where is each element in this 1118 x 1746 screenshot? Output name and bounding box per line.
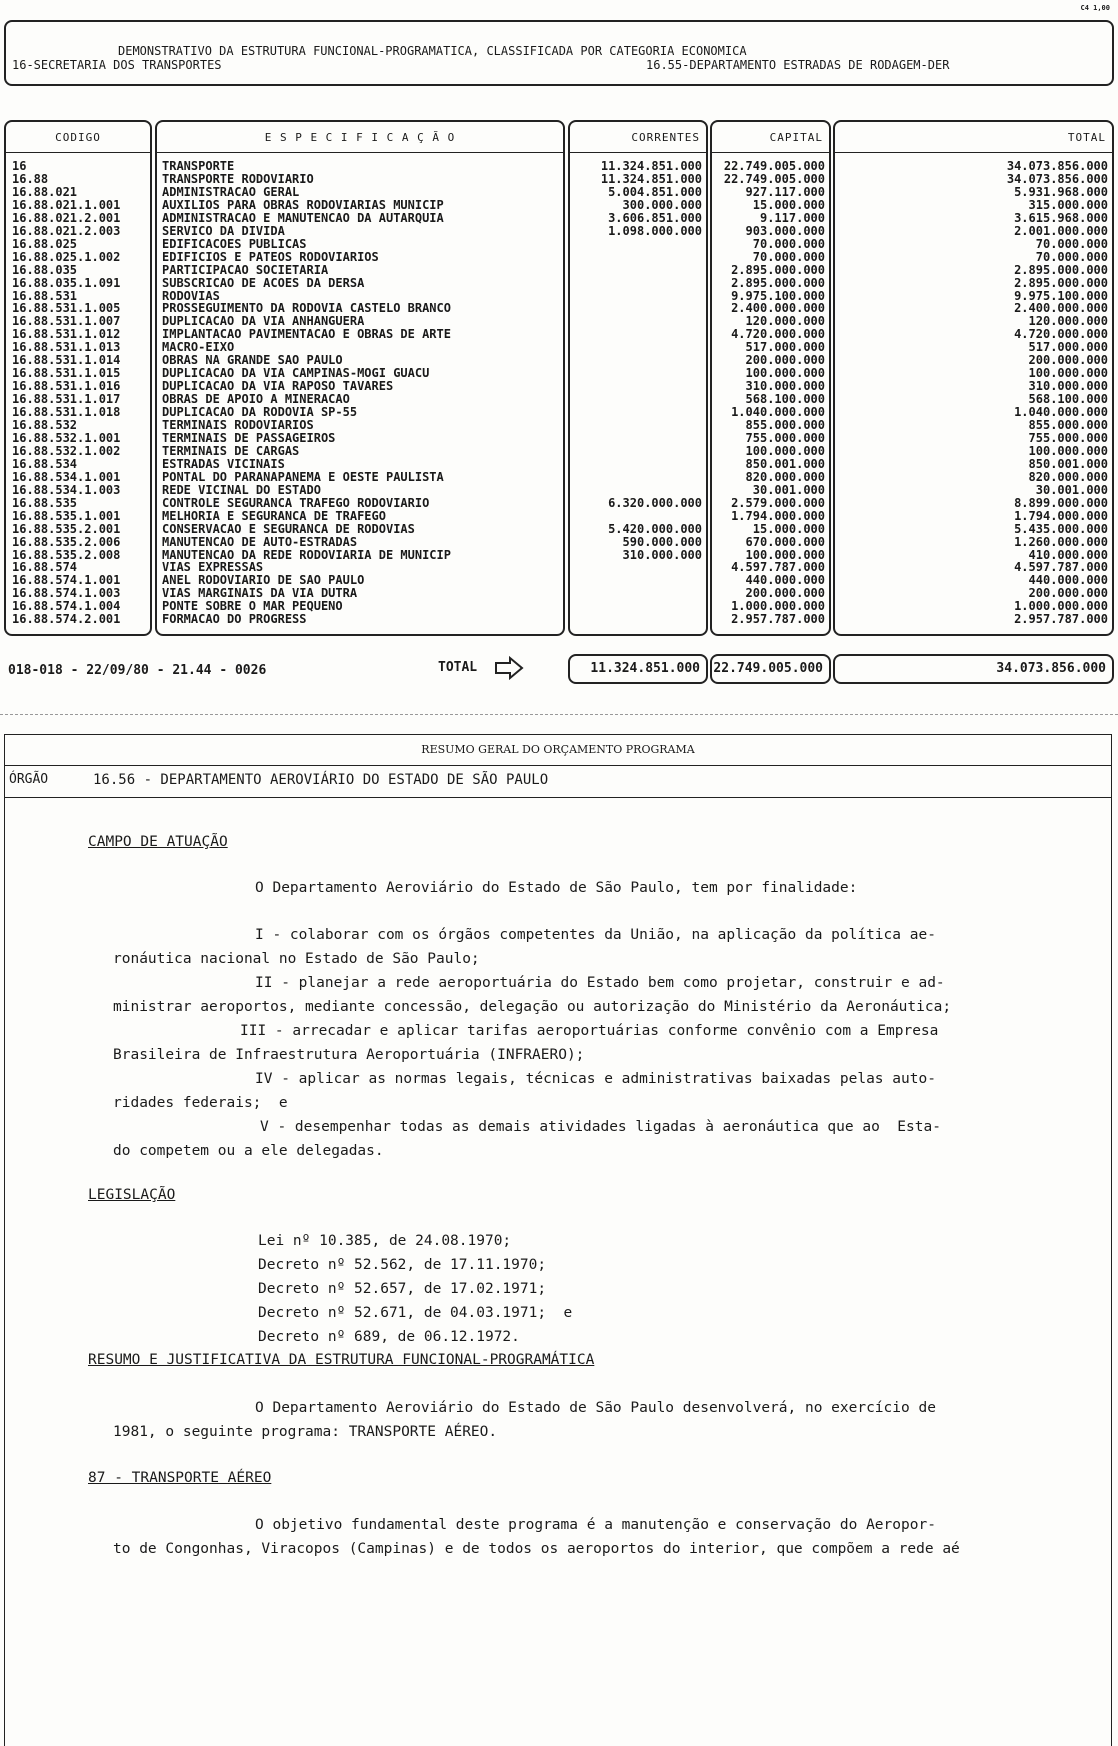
body-line: O objetivo fundamental deste programa é a manutenção e conservação do Aeropor- — [255, 1517, 936, 1533]
cell-codigo: 16.88.535.2.006 — [12, 534, 121, 549]
cell-capital: 70.000.000 — [752, 236, 825, 251]
cell-codigo: 16.88.531.1.015 — [12, 366, 121, 381]
section-heading: LEGISLAÇÃO — [88, 1187, 176, 1203]
cell-codigo: 16.88.035.1.091 — [12, 275, 121, 290]
cell-especificacao: SUBSCRICAO DE ACOES DA DERSA — [162, 275, 365, 290]
cell-codigo: 16.88.531.1.014 — [12, 353, 121, 368]
cell-especificacao: REDE VICINAL DO ESTADO — [162, 482, 321, 497]
body-line: O Departamento Aeroviário do Estado de São Paulo desenvolverá, no exercício de — [255, 1400, 936, 1416]
corner-mark: C4 1,00 — [1080, 4, 1110, 12]
cell-total: 1.040.000.000 — [1014, 405, 1108, 420]
cell-capital: 2.400.000.000 — [731, 301, 825, 316]
cell-correntes: 590.000.000 — [622, 534, 702, 549]
cell-capital: 1.794.000.000 — [731, 508, 825, 523]
cell-total: 310.000.000 — [1028, 379, 1108, 394]
cell-especificacao: DUPLICACAO DA VIA ANHANGUERA — [162, 314, 365, 329]
cell-total: 9.975.100.000 — [1014, 288, 1108, 303]
cell-correntes — [568, 510, 702, 523]
cell-capital: 903.000.000 — [745, 223, 825, 238]
body-line: ronáutica nacional no Estado de São Paulo; — [113, 951, 480, 967]
cell-correntes — [568, 315, 702, 328]
cell-especificacao: IMPLANTACAO PAVIMENTACAO E OBRAS DE ARTE — [162, 327, 451, 342]
body-line: Lei nº 10.385, de 24.08.1970; — [258, 1233, 512, 1249]
cell-correntes — [568, 380, 702, 393]
cell-total: 2.895.000.000 — [1014, 262, 1108, 277]
cell-especificacao: OBRAS NA GRANDE SAO PAULO — [162, 353, 343, 368]
section-heading: RESUMO E JUSTIFICATIVA DA ESTRUTURA FUNCIONAL-PROGRAMÁTICA — [88, 1352, 595, 1368]
cell-especificacao: VIAS EXPRESSAS — [162, 560, 264, 575]
cell-total: 2.957.787.000 — [1014, 612, 1108, 627]
cell-codigo: 16.88.574.1.004 — [12, 599, 121, 614]
cell-capital: 100.000.000 — [745, 547, 825, 562]
cell-especificacao: CONSERVACAO E SEGURANCA DE RODOVIAS — [162, 521, 415, 536]
cell-correntes — [568, 238, 702, 251]
cell-capital: 1.000.000.000 — [731, 599, 825, 614]
cell-total: 120.000.000 — [1028, 314, 1108, 329]
cell-total: 568.100.000 — [1028, 392, 1108, 407]
cell-capital: 22.749.005.000 — [723, 171, 825, 186]
cell-codigo: 16.88.532.1.001 — [12, 430, 121, 445]
departamento-label: 16.55-DEPARTAMENTO ESTRADAS DE RODAGEM-DER — [646, 58, 950, 72]
cell-correntes: 310.000.000 — [622, 547, 702, 562]
total-label: TOTAL — [438, 660, 478, 675]
body-line: 1981, o seguinte programa: TRANSPORTE AÉREO. — [113, 1424, 498, 1440]
cell-codigo: 16.88.531.1.005 — [12, 301, 121, 316]
cell-especificacao: DUPLICACAO DA VIA RAPOSO TAVARES — [162, 379, 394, 394]
cell-especificacao: AUXILIOS PARA OBRAS RODOVIARIAS MUNICIP — [162, 197, 444, 212]
cell-especificacao: PARTICIPACAO SOCIETARIA — [162, 262, 329, 277]
report-footer-id: 018-018 - 22/09/80 - 21.44 - 0026 — [8, 663, 267, 678]
column-header-correntes: CORRENTES — [568, 120, 708, 154]
cell-total: 1.000.000.000 — [1014, 599, 1108, 614]
cell-codigo: 16.88.531.1.017 — [12, 392, 121, 407]
cell-capital: 15.000.000 — [752, 197, 825, 212]
cell-codigo: 16.88.021.2.003 — [12, 223, 121, 238]
cell-total: 315.000.000 — [1028, 197, 1108, 212]
cell-correntes: 5.004.851.000 — [608, 184, 702, 199]
arrow-right-icon — [493, 656, 525, 680]
cell-correntes: 11.324.851.000 — [600, 171, 702, 186]
cell-capital: 4.720.000.000 — [731, 327, 825, 342]
cell-correntes — [568, 574, 702, 587]
cell-correntes — [568, 600, 702, 613]
section-heading: CAMPO DE ATUAÇÃO — [88, 834, 228, 850]
cell-correntes — [568, 341, 702, 354]
cell-codigo: 16.88.531 — [12, 288, 78, 303]
resumo-header: RESUMO GERAL DO ORÇAMENTO PROGRAMA — [4, 734, 1112, 766]
cell-especificacao: EDIFICIOS E PATEOS RODOVIARIOS — [162, 249, 379, 264]
cell-capital: 15.000.000 — [752, 521, 825, 536]
cell-total: 410.000.000 — [1028, 547, 1108, 562]
section-heading: 87 - TRANSPORTE AÉREO — [88, 1470, 272, 1486]
cell-capital: 670.000.000 — [745, 534, 825, 549]
cell-correntes — [568, 277, 702, 290]
cell-total: 70.000.000 — [1035, 249, 1108, 264]
cell-total: 1.794.000.000 — [1014, 508, 1108, 523]
body-line: III - arrecadar e aplicar tarifas aeroportuárias conforme convênio com a Empresa — [240, 1023, 939, 1039]
column-header-total: TOTAL — [833, 120, 1114, 154]
cell-total: 34.073.856.000 — [1006, 159, 1108, 173]
cell-correntes — [568, 264, 702, 277]
cell-especificacao: MACRO-EIXO — [162, 340, 235, 355]
cell-total: 2.400.000.000 — [1014, 301, 1108, 316]
cell-correntes — [568, 471, 702, 484]
cell-codigo: 16.88.531.1.007 — [12, 314, 121, 329]
body-line: to de Congonhas, Viracopos (Campinas) e de todos os aeroportos do interior, que compõem a rede aé — [113, 1541, 960, 1557]
cell-capital: 2.895.000.000 — [731, 275, 825, 290]
body-line: I - colaborar com os órgãos competentes da União, na aplicação da política ae- — [255, 927, 936, 943]
cell-total: 755.000.000 — [1028, 430, 1108, 445]
orgao-value: 16.56 - DEPARTAMENTO AEROVIÁRIO DO ESTADO DE SÃO PAULO — [93, 772, 549, 788]
cell-especificacao: FORMACAO DO PROGRESS — [162, 612, 307, 627]
cell-especificacao: PROSSEGUIMENTO DA RODOVIA CASTELO BRANCO — [162, 301, 451, 316]
body-line: ridades federais; e — [113, 1095, 288, 1111]
secretaria-label: 16-SECRETARIA DOS TRANSPORTES — [12, 58, 222, 72]
cell-especificacao: TRANSPORTE — [162, 159, 235, 173]
cell-codigo: 16.88.025.1.002 — [12, 249, 121, 264]
cell-total: 70.000.000 — [1035, 236, 1108, 251]
cell-correntes — [568, 406, 702, 419]
report-title: DEMONSTRATIVO DA ESTRUTURA FUNCIONAL-PROGRAMATICA, CLASSIFICADA POR CATEGORIA ECONOMICA — [118, 44, 747, 58]
cell-especificacao: MANUTENCAO DE AUTO-ESTRADAS — [162, 534, 358, 549]
cell-total: 34.073.856.000 — [1006, 171, 1108, 186]
cell-correntes — [568, 328, 702, 341]
cell-total: 4.597.787.000 — [1014, 560, 1108, 575]
cell-especificacao: TRANSPORTE RODOVIARIO — [162, 171, 314, 186]
cell-correntes: 11.324.851.000 — [600, 159, 702, 173]
cell-capital: 927.117.000 — [745, 184, 825, 199]
cell-total: 1.260.000.000 — [1014, 534, 1108, 549]
body-line: Decreto nº 52.562, de 17.11.1970; — [258, 1257, 547, 1273]
cell-total: 440.000.000 — [1028, 573, 1108, 588]
cell-total: 200.000.000 — [1028, 586, 1108, 601]
cell-especificacao: ADMINISTRACAO GERAL — [162, 184, 300, 199]
cell-codigo: 16.88.021 — [12, 184, 78, 199]
cell-especificacao: CONTROLE SEGURANCA TRAFEGO RODOVIARIO — [162, 495, 430, 510]
body-line: IV - aplicar as normas legais, técnicas e administrativas baixadas pelas auto- — [255, 1071, 936, 1087]
cell-codigo: 16.88.574.1.003 — [12, 586, 121, 601]
cell-especificacao: ESTRADAS VICINAIS — [162, 456, 285, 471]
column-header-especificacao: E S P E C I F I C A Ç Ã O — [155, 120, 565, 154]
cell-capital: 2.579.000.000 — [731, 495, 825, 510]
cell-especificacao: RODOVIAS — [162, 288, 220, 303]
cell-codigo: 16.88.531.1.012 — [12, 327, 121, 342]
cell-total: 30.001.000 — [1035, 482, 1108, 497]
cell-total: 100.000.000 — [1028, 443, 1108, 458]
cell-total: 100.000.000 — [1028, 366, 1108, 381]
cell-especificacao: MELHORIA E SEGURANCA DE TRAFEGO — [162, 508, 386, 523]
cell-codigo: 16.88.534 — [12, 456, 78, 471]
cell-correntes — [568, 613, 702, 626]
cell-especificacao: PONTE SOBRE O MAR PEQUENO — [162, 599, 343, 614]
cell-capital: 22.749.005.000 — [723, 159, 825, 173]
cell-capital: 820.000.000 — [745, 469, 825, 484]
body-line: do competem ou a ele delegadas. — [113, 1143, 384, 1159]
body-line: Decreto nº 689, de 06.12.1972. — [258, 1329, 520, 1345]
cell-total: 820.000.000 — [1028, 469, 1108, 484]
cell-especificacao: TERMINAIS DE CARGAS — [162, 443, 300, 458]
cell-codigo: 16.88.574.2.001 — [12, 612, 121, 627]
cell-total: 2.001.000.000 — [1014, 223, 1108, 238]
cell-correntes: 5.420.000.000 — [608, 521, 702, 536]
cell-total: 200.000.000 — [1028, 353, 1108, 368]
cell-capital: 2.957.787.000 — [731, 612, 825, 627]
column-header-codigo: CODIGO — [4, 120, 152, 154]
cell-codigo: 16.88.025 — [12, 236, 78, 251]
page-separator — [0, 714, 1118, 715]
cell-codigo: 16.88.535 — [12, 495, 78, 510]
cell-correntes — [568, 445, 702, 458]
cell-correntes: 3.606.851.000 — [608, 210, 702, 225]
cell-correntes — [568, 251, 702, 264]
cell-capital: 70.000.000 — [752, 249, 825, 264]
cell-codigo: 16.88.531.1.013 — [12, 340, 121, 355]
cell-total: 8.899.000.000 — [1014, 495, 1108, 510]
cell-correntes — [568, 367, 702, 380]
cell-correntes: 6.320.000.000 — [608, 495, 702, 510]
cell-capital: 2.895.000.000 — [731, 262, 825, 277]
cell-codigo: 16.88.574 — [12, 560, 78, 575]
cell-total: 3.615.968.000 — [1014, 210, 1108, 225]
cell-correntes: 1.098.000.000 — [608, 223, 702, 238]
cell-especificacao: DUPLICACAO DA VIA CAMPINAS-MOGI GUACU — [162, 366, 430, 381]
body-line: Decreto nº 52.671, de 04.03.1971; e — [258, 1305, 573, 1321]
cell-capital: 100.000.000 — [745, 366, 825, 381]
cell-correntes: 300.000.000 — [622, 197, 702, 212]
cell-codigo: 16.88.035 — [12, 262, 78, 277]
cell-capital: 200.000.000 — [745, 586, 825, 601]
cell-correntes — [568, 432, 702, 445]
cell-correntes — [568, 587, 702, 600]
cell-capital: 9.117.000 — [759, 210, 825, 225]
cell-especificacao: TERMINAIS DE PASSAGEIROS — [162, 430, 336, 445]
orgao-bar — [4, 766, 1112, 798]
report-header-box — [4, 20, 1114, 86]
cell-capital: 200.000.000 — [745, 353, 825, 368]
cell-especificacao: SERVICO DA DIVIDA — [162, 223, 285, 238]
body-line: Brasileira de Infraestrutura Aeroportuária (INFRAERO); — [113, 1047, 585, 1063]
cell-correntes — [568, 484, 702, 497]
cell-correntes — [568, 458, 702, 471]
cell-codigo: 16.88.021.2.001 — [12, 210, 121, 225]
cell-capital: 755.000.000 — [745, 430, 825, 445]
cell-correntes — [568, 302, 702, 315]
cell-capital: 4.597.787.000 — [731, 560, 825, 575]
cell-codigo: 16.88 — [12, 171, 49, 186]
cell-capital: 9.975.100.000 — [731, 288, 825, 303]
cell-total: 4.720.000.000 — [1014, 327, 1108, 342]
cell-correntes — [568, 354, 702, 367]
cell-capital: 310.000.000 — [745, 379, 825, 394]
body-line: O Departamento Aeroviário do Estado de São Paulo, tem por finalidade: — [255, 880, 858, 896]
cell-codigo: 16.88.574.1.001 — [12, 573, 121, 588]
cell-total: 5.931.968.000 — [1014, 184, 1108, 199]
cell-codigo: 16 — [12, 159, 27, 173]
cell-especificacao: ADMINISTRACAO E MANUTENCAO DA AUTARQUIA — [162, 210, 444, 225]
cell-codigo: 16.88.534.1.001 — [12, 469, 121, 484]
cell-capital: 855.000.000 — [745, 418, 825, 432]
cell-especificacao: MANUTENCAO DA REDE RODOVIARIA DE MUNICIP — [162, 547, 451, 562]
cell-codigo: 16.88.021.1.001 — [12, 197, 121, 212]
cell-correntes — [568, 561, 702, 574]
cell-capital: 30.001.000 — [752, 482, 825, 497]
cell-total: 855.000.000 — [1028, 418, 1108, 432]
cell-total: 5.435.000.000 — [1014, 521, 1108, 536]
cell-correntes — [568, 419, 702, 432]
cell-codigo: 16.88.532 — [12, 418, 78, 432]
cell-codigo: 16.88.534.1.003 — [12, 482, 121, 497]
cell-capital: 1.040.000.000 — [731, 405, 825, 420]
cell-total: 850.001.000 — [1028, 456, 1108, 471]
cell-correntes — [568, 290, 702, 303]
cell-especificacao: PONTAL DO PARANAPANEMA E OESTE PAULISTA — [162, 469, 444, 484]
cell-especificacao: ANEL RODOVIARIO DE SAO PAULO — [162, 573, 365, 588]
cell-codigo: 16.88.535.2.001 — [12, 521, 121, 536]
cell-total: 517.000.000 — [1028, 340, 1108, 355]
orgao-label: ÓRGÃO — [9, 772, 49, 787]
cell-correntes — [568, 393, 702, 406]
body-line: ministrar aeroportos, mediante concessão, delegação ou autorização do Ministério da Aeronáutica; — [113, 999, 952, 1015]
cell-especificacao: DUPLICACAO DA RODOVIA SP-55 — [162, 405, 358, 420]
cell-codigo: 16.88.531.1.018 — [12, 405, 121, 420]
cell-codigo: 16.88.535.1.001 — [12, 508, 121, 523]
cell-capital: 568.100.000 — [745, 392, 825, 407]
total-correntes: 11.324.851.000 — [568, 654, 708, 684]
cell-capital: 517.000.000 — [745, 340, 825, 355]
cell-capital: 850.001.000 — [745, 456, 825, 471]
cell-codigo: 16.88.531.1.016 — [12, 379, 121, 394]
cell-especificacao: VIAS MARGINAIS DA VIA DUTRA — [162, 586, 358, 601]
cell-codigo: 16.88.535.2.008 — [12, 547, 121, 562]
column-header-capital: CAPITAL — [710, 120, 831, 154]
cell-especificacao: TERMINAIS RODOVIARIOS — [162, 418, 314, 432]
cell-codigo: 16.88.532.1.002 — [12, 443, 121, 458]
cell-capital: 440.000.000 — [745, 573, 825, 588]
cell-capital: 100.000.000 — [745, 443, 825, 458]
body-line: Decreto nº 52.657, de 17.02.1971; — [258, 1281, 547, 1297]
total-geral: 34.073.856.000 — [833, 654, 1114, 684]
body-line: V - desempenhar todas as demais atividades ligadas à aeronáutica que ao Esta- — [260, 1119, 941, 1135]
cell-especificacao: OBRAS DE APOIO A MINERACAO — [162, 392, 350, 407]
cell-capital: 120.000.000 — [745, 314, 825, 329]
cell-especificacao: EDIFICACOES PUBLICAS — [162, 236, 307, 251]
cell-total: 2.895.000.000 — [1014, 275, 1108, 290]
total-capital: 22.749.005.000 — [710, 654, 831, 684]
body-line: II - planejar a rede aeroportuária do Estado bem como projetar, construir e ad- — [255, 975, 945, 991]
